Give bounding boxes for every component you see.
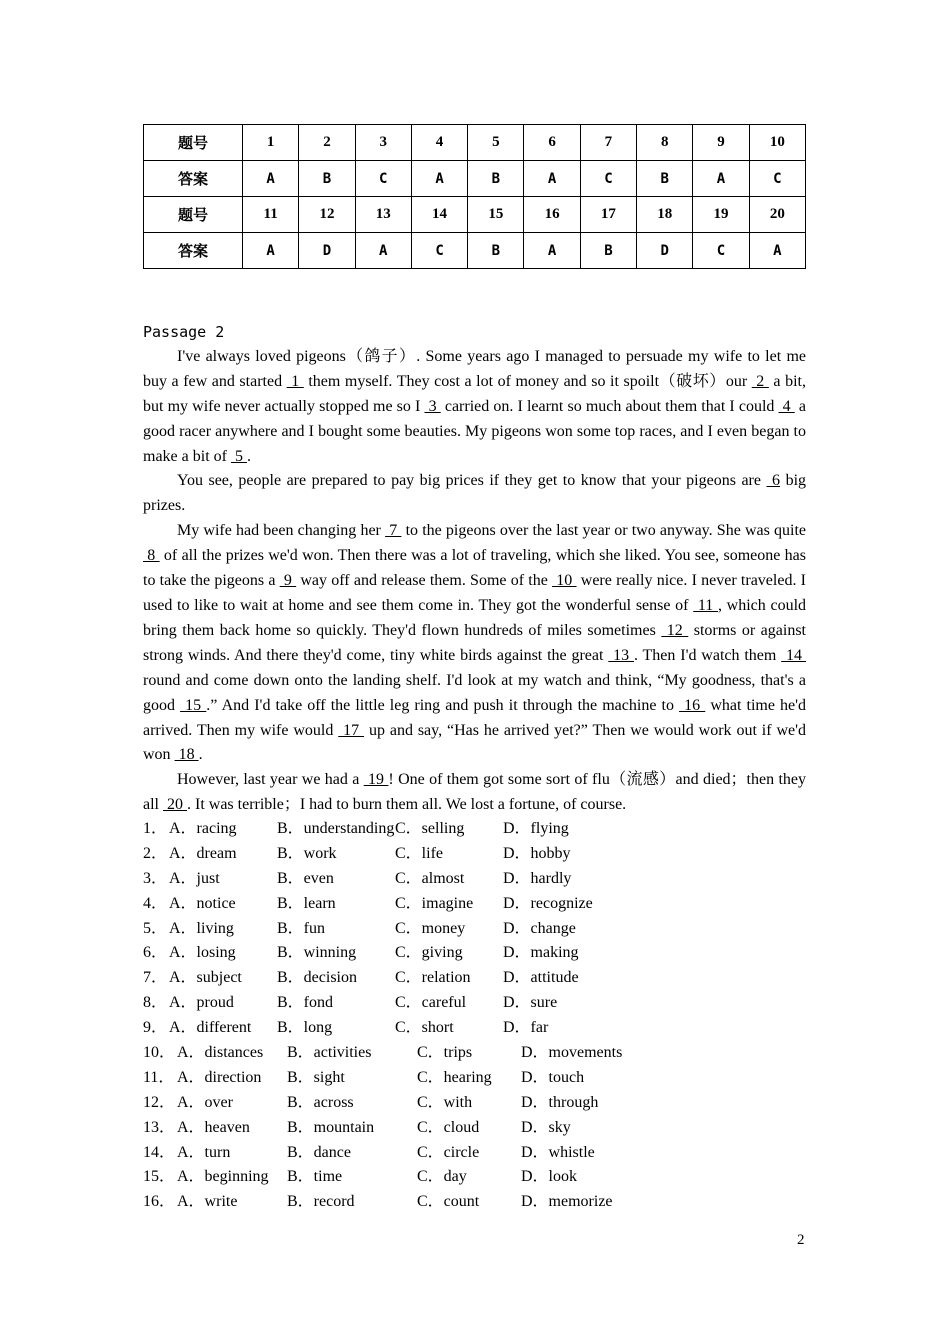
passage: [143, 320, 806, 818]
blank-number: 4: [778, 397, 795, 415]
passage-text: However, last year we had a: [177, 771, 364, 789]
question-number-cell: 15: [468, 197, 524, 233]
answer-cell: C: [355, 161, 411, 197]
blank-number: 9: [279, 572, 297, 590]
option-b: B．time: [287, 1168, 343, 1186]
passage-text: My wife had been changing her: [177, 522, 386, 540]
option-a: A．heaven: [177, 1118, 250, 1136]
answer-cell: A: [524, 233, 580, 269]
option-c: C．hearing: [417, 1068, 492, 1086]
option-row: [143, 966, 806, 991]
option-a: A．losing: [169, 944, 236, 962]
question-number-cell: 1: [243, 125, 299, 161]
option-c: C．trips: [417, 1044, 473, 1062]
row-header: 题号: [144, 125, 243, 161]
option-row: [143, 1066, 806, 1091]
option-a: A．beginning: [177, 1168, 269, 1186]
answer-cell: A: [693, 161, 749, 197]
question-number-cell: 16: [524, 197, 580, 233]
option-row: [143, 917, 806, 942]
passage-paragraph: [143, 345, 806, 470]
option-row: [143, 1091, 806, 1116]
option-row: [143, 892, 806, 917]
option-c: C．imagine: [395, 894, 474, 912]
option-d: D．sure: [503, 994, 558, 1012]
passage-text: You see, people are prepared to pay big prices if they get to know that your pigeons are: [177, 472, 767, 490]
question-number-cell: 3: [355, 125, 411, 161]
option-b: B．fun: [277, 919, 326, 937]
blank-number: 14: [781, 646, 807, 664]
option-b: B．mountain: [287, 1118, 375, 1136]
option-d: D．change: [503, 919, 576, 937]
question-number-cell: 18: [637, 197, 693, 233]
option-row: [143, 991, 806, 1016]
question-number-cell: 20: [749, 197, 805, 233]
option-a: A．dream: [169, 844, 237, 862]
question-number-cell: 17: [580, 197, 636, 233]
option-row: [143, 1165, 806, 1190]
passage-text: a good racer anywhere and I bought some beauties. My pigeons won some top races, and I even began to make a bit of: [143, 397, 807, 465]
blank-number: 13: [608, 646, 634, 664]
question-number: 8．: [143, 994, 168, 1012]
passage-text: them myself. They cost a lot of money and so it spoilt（破坏）our: [303, 372, 752, 390]
option-c: C．count: [417, 1193, 480, 1211]
question-number: 15．: [143, 1168, 176, 1186]
option-d: D．touch: [521, 1068, 585, 1086]
option-row: [143, 1141, 806, 1166]
option-row: [143, 1041, 806, 1066]
option-c: C．giving: [395, 944, 463, 962]
question-number: 5．: [143, 919, 168, 937]
blank-number: 7: [385, 522, 402, 540]
question-number-cell: 13: [355, 197, 411, 233]
passage-text: a bit, but my wife never actually stopped me so I: [143, 372, 806, 415]
passage-text: of all the prizes we'd won. Then there was a lot of traveling, which she liked. You see, someone has to take the pigeons a: [143, 547, 807, 590]
answer-cell: D: [637, 233, 693, 269]
answer-cell: B: [468, 161, 524, 197]
question-number: 11．: [143, 1068, 175, 1086]
answer-cell: B: [580, 233, 636, 269]
option-d: D．far: [503, 1019, 549, 1037]
option-a: A．living: [169, 919, 234, 937]
passage-text: round and come down onto the landing shelf. I'd look at my watch and think, “My goodness, that's a good: [143, 671, 806, 714]
passage-text: . Then I'd watch them: [633, 646, 782, 664]
question-number: 3．: [143, 869, 168, 887]
question-number: 2．: [143, 844, 168, 862]
blank-number: 12: [661, 621, 689, 639]
question-number-cell: 19: [693, 197, 749, 233]
option-a: A．different: [169, 1019, 252, 1037]
passage-text: were really nice. I never traveled. I used to like to wait at home and see them come in. They got the wonderful sense of: [143, 572, 807, 614]
passage-text: up and say, “Has he arrived yet?” Then we would work out if we'd won: [143, 721, 807, 764]
answer-cell: A: [243, 161, 299, 197]
option-a: A．subject: [169, 969, 242, 987]
option-d: D．memorize: [521, 1193, 613, 1211]
blank-number: 15: [180, 696, 207, 714]
option-b: B．work: [277, 844, 337, 862]
option-b: B．learn: [277, 894, 336, 912]
question-number: 6．: [143, 944, 168, 962]
question-number-cell: 7: [580, 125, 636, 161]
option-d: D．making: [503, 944, 579, 962]
answer-cell: A: [524, 161, 580, 197]
option-row: [143, 941, 806, 966]
passage-text: storms or against strong winds. And there they'd come, tiny white birds against the great: [143, 621, 806, 664]
option-c: C．money: [395, 919, 466, 937]
question-number: 4．: [143, 894, 168, 912]
question-number-cell: 4: [411, 125, 467, 161]
option-b: B．long: [277, 1019, 333, 1037]
option-row: [143, 1016, 806, 1041]
answer-cell: B: [299, 161, 355, 197]
option-a: A．write: [177, 1193, 238, 1211]
option-a: A．over: [177, 1093, 233, 1111]
question-number-cell: 11: [243, 197, 299, 233]
question-number-cell: 6: [524, 125, 580, 161]
option-b: B．sight: [287, 1068, 345, 1086]
option-d: D．flying: [503, 820, 569, 837]
option-b: B．activities: [287, 1044, 372, 1062]
question-number: 14．: [143, 1143, 176, 1161]
option-d: D．hardly: [503, 869, 572, 887]
question-number-cell: 14: [411, 197, 467, 233]
passage-text: to the pigeons over the last year or two anyway. She was quite: [401, 522, 807, 540]
option-d: D．attitude: [503, 969, 579, 987]
option-b: B．understanding: [277, 820, 395, 837]
option-c: C．life: [395, 844, 443, 862]
option-d: D．whistle: [521, 1143, 595, 1161]
blank-number: 16: [679, 696, 706, 714]
blank-number: 6: [766, 472, 781, 490]
blank-number: 17: [338, 721, 365, 739]
answer-key-table: [143, 124, 806, 269]
row-header: 答案: [144, 161, 243, 197]
passage-title: Passage 2: [143, 323, 225, 341]
passage-text: big prizes.: [143, 472, 807, 515]
option-row: [143, 842, 806, 867]
option-row: [143, 1116, 806, 1141]
option-c: C．relation: [395, 969, 471, 987]
option-b: B．fond: [277, 994, 334, 1012]
option-b: B．even: [277, 869, 334, 887]
option-d: D．through: [521, 1093, 599, 1111]
question-number-cell: 8: [637, 125, 693, 161]
question-number: 1．: [143, 820, 168, 837]
passage-text: what time he'd arrived. Then my wife would: [143, 696, 807, 739]
option-row: [143, 1190, 806, 1215]
row-header: 题号: [144, 197, 243, 233]
blank-number: 10: [552, 572, 577, 590]
option-c: C．short: [395, 1019, 454, 1037]
option-c: C．day: [417, 1168, 467, 1186]
option-d: D．recognize: [503, 894, 593, 912]
option-a: A．notice: [169, 894, 236, 912]
question-number-cell: 5: [468, 125, 524, 161]
answer-table-row: [144, 233, 806, 269]
passage-paragraph: [143, 469, 806, 519]
passage-text: , which could bring them back home so quickly. They'd flown hundreds of miles sometimes: [143, 596, 807, 639]
option-row: [143, 867, 806, 892]
question-number: 9．: [143, 1019, 168, 1037]
answer-cell: A: [243, 233, 299, 269]
question-number: 10．: [143, 1044, 176, 1062]
passage-text: I've always loved pigeons（鸽子）. Some years ago I managed to persuade my wife to let me buy a few and started: [143, 347, 806, 390]
blank-number: 18: [174, 746, 199, 764]
answer-cell: A: [411, 161, 467, 197]
option-a: A．proud: [169, 994, 234, 1012]
passage-text: carried on. I learnt so much about them that I could: [440, 397, 779, 415]
option-a: A．distances: [177, 1044, 264, 1062]
option-a: A．just: [169, 869, 220, 887]
option-a: A．racing: [169, 820, 237, 837]
blank-number: 11: [693, 596, 718, 614]
option-a: A．direction: [177, 1068, 262, 1086]
passage-text: way off and release them. Some of the: [296, 572, 553, 590]
option-c: C．almost: [395, 869, 465, 887]
answer-table-row: [144, 125, 806, 161]
answer-cell: D: [299, 233, 355, 269]
blank-number: 2: [751, 372, 769, 390]
question-number: 12．: [143, 1093, 176, 1111]
question-number: 16．: [143, 1193, 176, 1211]
blank-number: 19: [363, 771, 389, 789]
blank-number: 8: [143, 547, 160, 565]
option-a: A．turn: [177, 1143, 231, 1161]
passage-text: .” And I'd take off the little leg ring and push it through the machine to: [206, 696, 680, 714]
row-header: 答案: [144, 233, 243, 269]
passage-text: . It was terrible；I had to burn them all. We lost a fortune, of course.: [187, 796, 627, 814]
question-number-cell: 2: [299, 125, 355, 161]
option-b: B．record: [287, 1193, 355, 1211]
answer-table-row: [144, 197, 806, 233]
answer-cell: C: [693, 233, 749, 269]
answer-cell: B: [468, 233, 524, 269]
question-number-cell: 12: [299, 197, 355, 233]
option-b: B．dance: [287, 1143, 351, 1161]
question-number: 13．: [143, 1118, 176, 1136]
passage-paragraph: [143, 519, 806, 768]
passage-text: .: [246, 447, 251, 465]
option-c: C．circle: [417, 1143, 480, 1161]
option-c: C．with: [417, 1093, 473, 1111]
blank-number: 1: [286, 372, 304, 390]
question-number: 7．: [143, 969, 168, 987]
option-b: B．decision: [277, 969, 357, 987]
option-c: C．careful: [395, 994, 467, 1012]
question-number-cell: 10: [749, 125, 805, 161]
answer-cell: C: [411, 233, 467, 269]
answer-cell: C: [580, 161, 636, 197]
blank-number: 20: [163, 796, 187, 814]
passage-text: ! One of them got some sort of flu（流感）and died；then they all: [143, 771, 807, 814]
option-d: D．sky: [521, 1118, 571, 1136]
answer-cell: A: [355, 233, 411, 269]
answer-cell: C: [749, 161, 805, 197]
answer-cell: B: [637, 161, 693, 197]
answer-cell: A: [749, 233, 805, 269]
option-d: D．movements: [521, 1044, 623, 1062]
answer-table-row: [144, 161, 806, 197]
option-row: [143, 817, 806, 842]
passage-text: .: [198, 746, 203, 764]
passage-paragraph: [143, 768, 806, 818]
option-b: B．across: [287, 1093, 354, 1111]
options-list: [143, 817, 806, 1215]
option-d: D．look: [521, 1168, 578, 1186]
option-c: C．cloud: [417, 1118, 480, 1136]
option-c: C．selling: [395, 820, 465, 837]
option-d: D．hobby: [503, 844, 571, 862]
blank-number: 3: [424, 397, 441, 415]
option-b: B．winning: [277, 944, 357, 962]
page-number: 2: [797, 1232, 805, 1248]
question-number-cell: 9: [693, 125, 749, 161]
blank-number: 5: [230, 447, 247, 465]
